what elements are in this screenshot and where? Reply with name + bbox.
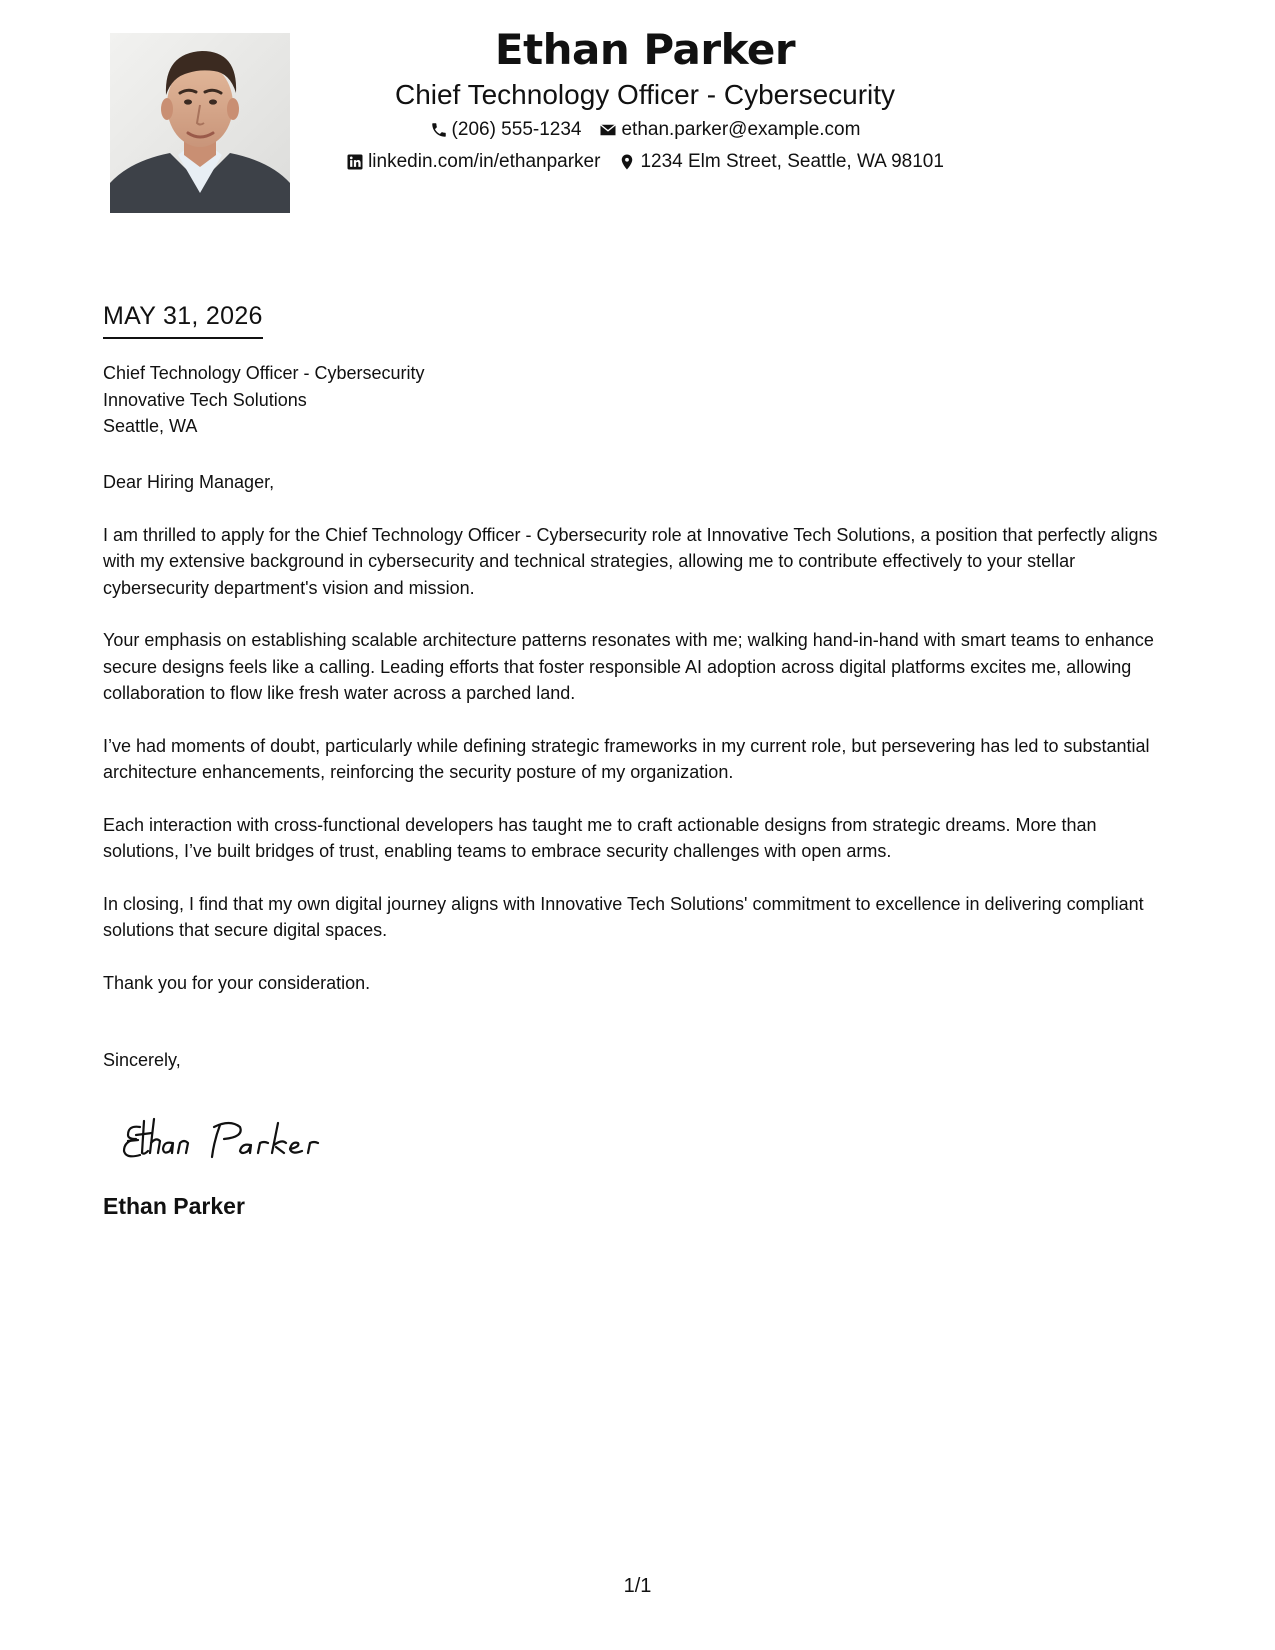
body-paragraph: In closing, I find that my own digital journey aligns with Innovative Tech Solutions' commitment to excellence in delivering compliant solutions that secure digital spaces. [103,893,1144,940]
address-text: 1234 Elm Street, Seattle, WA 98101 [640,151,944,172]
handwritten-signature [118,1105,358,1165]
thank-you-line: Thank you for your consideration. [103,972,371,993]
applicant-title: Chief Technology Officer - Cybersecurity [394,79,896,110]
body-paragraph: Each interaction with cross-functional developers has taught me to craft actionable designs from strategic dreams. More than solutions, I’ve built bridges of trust, enabling teams to embrace security challenges with open arms. [103,814,1097,861]
contact-row-primary [300,118,990,142]
contact-email[interactable] [599,118,860,142]
signer-name: Ethan Parker [103,1193,245,1219]
page-number: 1/1 [623,1575,652,1597]
contact-row-secondary [300,150,990,174]
body-paragraph: Your emphasis on establishing scalable architecture patterns resonates with me; walking hand-in-hand with smart teams to enhance secure designs feels like a calling. Leading efforts that foster responsible AI adoption across digital platforms excites me, allowing collaboration to flow like fresh water across a parched land. [103,630,1154,703]
recipient-position: Chief Technology Officer - Cybersecurity [103,363,425,383]
linkedin-text: linkedin.com/in/ethanparker [368,151,601,172]
contact-linkedin[interactable] [346,150,600,174]
salutation: Dear Hiring Manager, [103,472,275,492]
phone-icon [430,121,448,139]
applicant-name: Ethan Parker [494,25,796,74]
map-pin-icon [618,153,636,171]
linkedin-icon [346,153,364,171]
profile-photo [110,33,290,213]
recipient-block [103,360,424,440]
envelope-icon [599,121,617,139]
contact-phone[interactable] [430,118,582,142]
closing: Sincerely, [103,1050,181,1070]
contact-address [618,150,943,174]
body-paragraph: I’ve had moments of doubt, particularly while defining strategic frameworks in my current role, but persevering has led to substantial architecture enhancements, reinforcing the security posture of my organization. [103,735,1150,782]
phone-text: (206) 555-1234 [451,119,582,140]
email-text: ethan.parker@example.com [621,119,861,140]
letter-date: MAY 31, 2026 [103,301,263,339]
recipient-company: Innovative Tech Solutions [103,389,307,410]
letter-body [103,469,1173,1022]
recipient-location: Seattle, WA [103,416,198,436]
body-paragraph: I am thrilled to apply for the Chief Technology Officer - Cybersecurity role at Innovative Tech Solutions, a position that perfectly aligns with my extensive background in cybersecurity and technical strategies, allowing me to contribute effectively to your stellar cybersecurity department's vision and mission. [103,524,1158,598]
letter-header [300,22,990,174]
